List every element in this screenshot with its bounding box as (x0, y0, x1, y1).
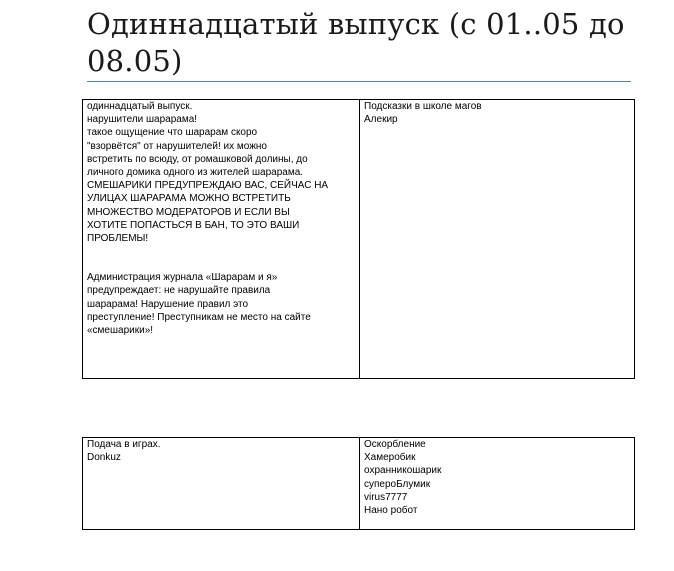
insult-name: virus7777 (364, 491, 408, 503)
table-row (83, 100, 635, 379)
insult-heading: Оскорбление (364, 439, 426, 450)
article-line: ХОТИТЕ ПОПАСТЬСЯ В БАН, ТО ЭТО ВАШИ (87, 219, 300, 231)
insult-name: супероБлумик (364, 478, 431, 490)
submissions-heading: Подача в играх. (87, 439, 161, 450)
article-line: встретить по всюду, от ромашковой долины, до (87, 153, 308, 165)
admin-notice-line: преступление! Преступникам не место на сайте (87, 311, 311, 323)
admin-notice-line: «смешарики»! (87, 325, 154, 337)
warning-article-cell (83, 100, 360, 379)
paragraph-gap (87, 245, 355, 271)
article-line: СМЕШАРИКИ ПРЕДУПРЕЖДАЮ ВАС, СЕЙЧАС НА (87, 180, 329, 192)
insult-name: Хамеробик (364, 452, 416, 464)
article-line: личного домика одного из жителей шарарама. (87, 167, 304, 179)
insult-name: Нано робот (364, 505, 418, 517)
hints-name: Алекир (364, 114, 398, 126)
content-table-1 (82, 99, 635, 379)
article-line: УЛИЦАХ ШАРАРАМА МОЖНО ВСТРЕТИТЬ (87, 193, 291, 205)
article-line: нарушители шарарама! (87, 114, 198, 126)
insult-list-cell (360, 438, 635, 530)
admin-notice-line: Администрация журнала «Шарарам и я» (87, 272, 278, 284)
admin-notice-line: шарарама! Нарушение правил это (87, 298, 249, 310)
insult-name: охранникошарик (364, 465, 442, 477)
submissions-name: Donkuz (87, 452, 121, 464)
article-line: МНОЖЕСТВО МОДЕРАТОРОВ И ЕСЛИ ВЫ (87, 206, 290, 218)
admin-notice-line: предупреждает: не нарушайте правила (87, 285, 271, 297)
article-line: "взорвётся" от нарушителей! их можно (87, 140, 267, 152)
article-line: такое ощущение что шарарам скоро (87, 127, 258, 139)
article-line: ПРОБЛЕМЫ! (87, 233, 149, 245)
hints-heading: Подсказки в школе магов (364, 101, 482, 112)
article-line: одиннадцатый выпуск. (87, 101, 193, 112)
title-underline (87, 81, 631, 82)
table-row (83, 438, 635, 530)
game-submissions-cell (83, 438, 360, 530)
content-table-2 (82, 437, 635, 530)
magic-school-hints-cell (360, 100, 635, 379)
document-title: Одиннадцатый выпуск (с 01..05 до 08.05) (87, 7, 625, 78)
